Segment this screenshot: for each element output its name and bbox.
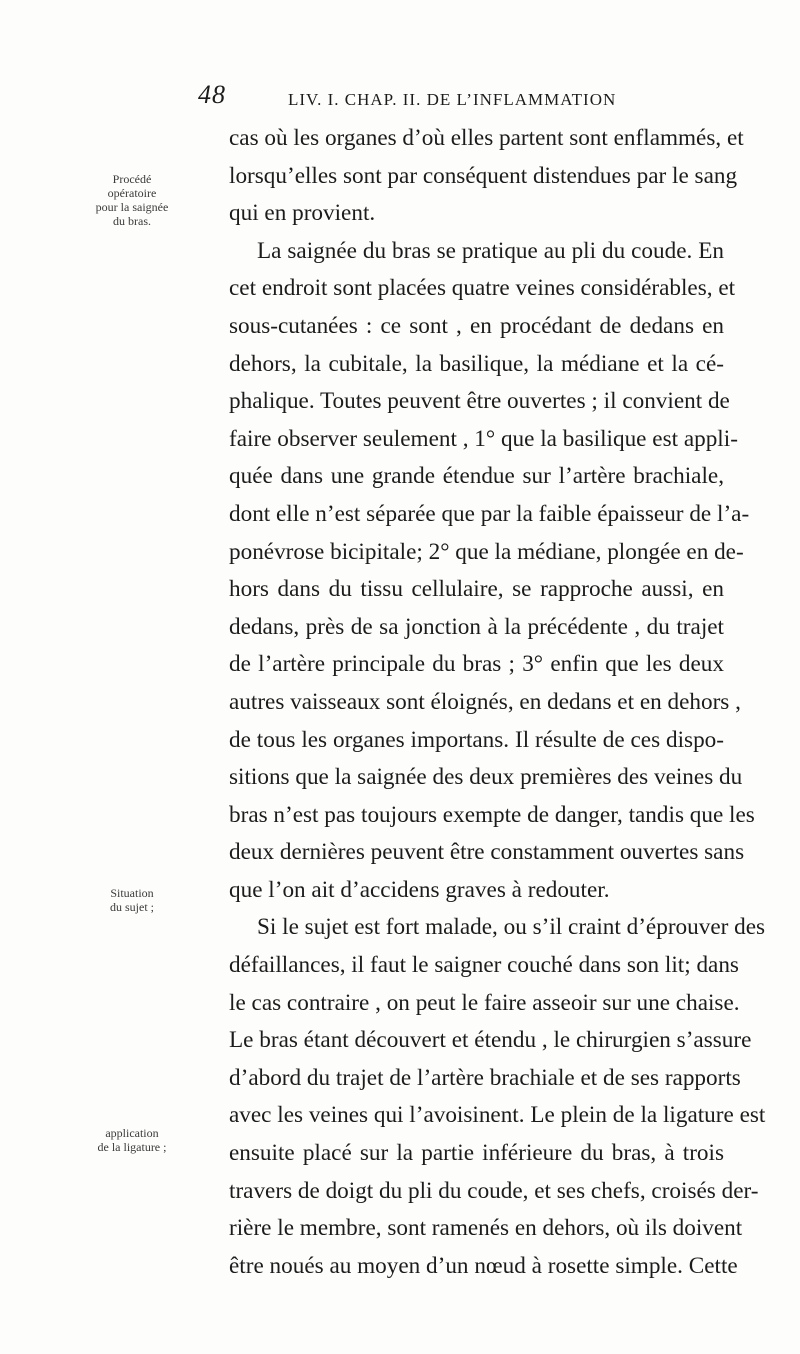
text-line: autres vaisseaux sont éloignés, en dedans et en dehors , bbox=[229, 688, 741, 715]
text-line: le cas contraire , on peut le faire asseoir sur une chaise. bbox=[229, 989, 740, 1016]
margin-note-line: du sujet ; bbox=[110, 900, 154, 914]
margin-note-line: du bras. bbox=[113, 214, 151, 228]
text-line: cas où les organes d’où elles partent sont enflammés, et bbox=[229, 125, 744, 151]
page-header bbox=[198, 80, 718, 118]
text-line: lorsqu’elles sont par conséquent distendues par le sang bbox=[229, 162, 738, 189]
text-line: hors dans du tissu cellulaire, se rapproche aussi, en bbox=[229, 576, 724, 603]
text-line: de tous les organes importans. Il résulte de ces dispo- bbox=[229, 726, 724, 753]
text-line: travers de doigt du pli du coude, et ses chefs, croisés der- bbox=[229, 1177, 759, 1204]
text-line: défaillances, il faut le saigner couché dans son lit; dans bbox=[229, 952, 739, 979]
text-line: faire observer seulement , 1° que la basilique est appli- bbox=[229, 425, 738, 452]
margin-note-application bbox=[82, 1126, 182, 1154]
body-text bbox=[229, 120, 766, 1285]
text-line: qui en provient. bbox=[229, 200, 376, 227]
text-line: sitions que la saignée des deux premières des veines du bbox=[229, 764, 743, 791]
text-line: Si le sujet est fort malade, ou s’il craint d’éprouver des bbox=[257, 914, 766, 941]
text-line: bras n’est pas toujours exempte de danger, tandis que les bbox=[229, 801, 755, 828]
text-line: ponévrose bicipitale; 2° que la médiane, plongée en de- bbox=[229, 538, 744, 565]
text-line: rière le membre, sont ramenés en dehors, où ils doivent bbox=[229, 1215, 743, 1242]
text-line: deux dernières peuvent être constamment ouvertes sans bbox=[229, 839, 745, 866]
text-line: dehors, la cubitale, la basilique, la médiane et la cé- bbox=[229, 350, 724, 377]
text-line: dedans, près de sa jonction à la précédente , du trajet bbox=[229, 613, 724, 640]
text-line: avec les veines qui l’avoisinent. Le plein de la ligature est bbox=[229, 1102, 766, 1129]
text-line: ensuite placé sur la partie inférieure du bras, à trois bbox=[229, 1140, 724, 1167]
margin-note-situation bbox=[82, 886, 182, 914]
margin-note-line: Procédé bbox=[112, 172, 152, 186]
text-line: être noués au moyen d’un nœud à rosette simple. Cette bbox=[229, 1252, 738, 1279]
page-number: 48 bbox=[198, 80, 226, 109]
text-line: que l’on ait d’accidens graves à redouter. bbox=[229, 876, 610, 903]
text-line: La saignée du bras se pratique au pli du coude. En bbox=[257, 237, 724, 264]
text-line: de l’artère principale du bras ; 3° enfin que les deux bbox=[229, 651, 724, 678]
text-line: d’abord du trajet de l’artère brachiale et de ses rapports bbox=[229, 1064, 741, 1091]
margin-note-procedure bbox=[82, 172, 182, 228]
text-line: phalique. Toutes peuvent être ouvertes ; il convient de bbox=[229, 388, 730, 415]
text-line: cet endroit sont placées quatre veines considérables, et bbox=[229, 275, 736, 302]
text-line: dont elle n’est séparée que par la faible épaisseur de l’a- bbox=[229, 500, 750, 527]
margin-note-line: de la ligature ; bbox=[97, 1140, 167, 1154]
text-line: sous-cutanées : ce sont , en procédant de dedans en bbox=[229, 312, 724, 339]
text-line: quée dans une grande étendue sur l’artère brachiale, bbox=[229, 463, 724, 490]
text-line: Le bras étant découvert et étendu , le chirurgien s’assure bbox=[229, 1027, 752, 1054]
margin-note-line: pour la saignée bbox=[95, 200, 169, 214]
margin-note-line: opératoire bbox=[107, 186, 157, 200]
margin-note-line: application bbox=[105, 1126, 159, 1140]
margin-note-line: Situation bbox=[110, 886, 154, 900]
running-head: LIV. I. CHAP. II. DE L’INFLAMMATION bbox=[288, 90, 617, 109]
